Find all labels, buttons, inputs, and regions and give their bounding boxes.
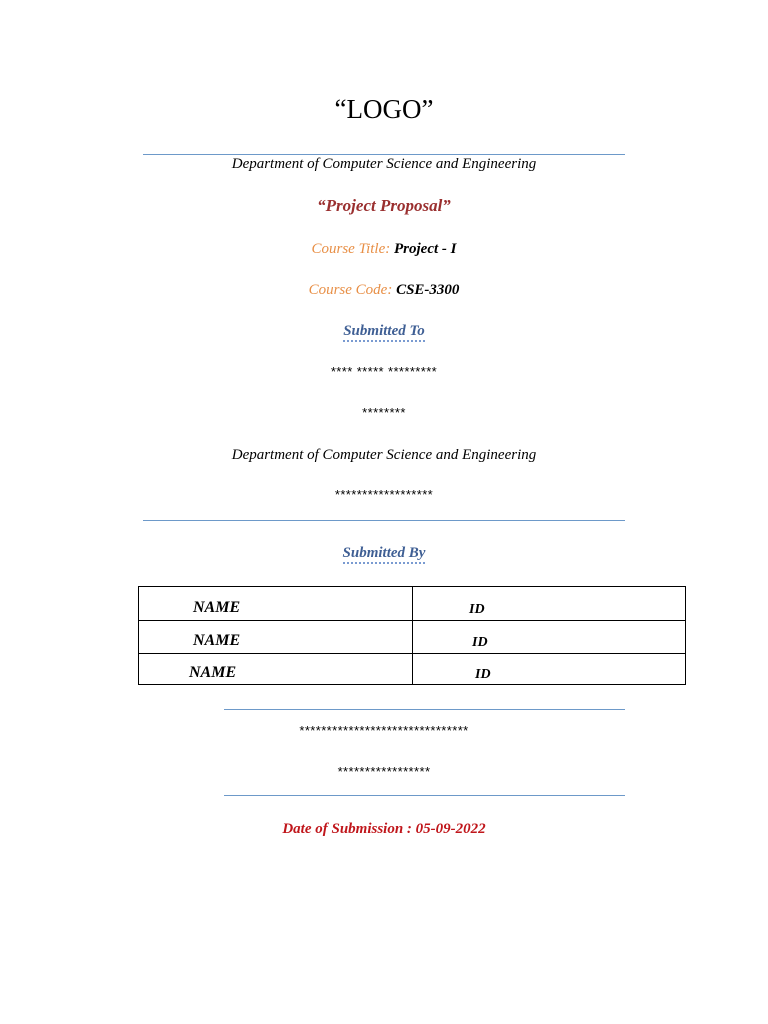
course-code-value: CSE-3300: [396, 282, 460, 298]
members-table: [138, 586, 686, 685]
table-row: [139, 587, 685, 621]
submitted-to-heading: [0, 322, 768, 340]
member-id: ID: [475, 667, 491, 682]
submission-date: Date of Submission : 05-09-2022: [282, 821, 486, 837]
divider-rule: [224, 709, 625, 710]
course-title-line: [0, 240, 768, 258]
table-row: [139, 653, 685, 686]
submitted-by-label: Submitted By: [343, 545, 426, 564]
member-id: ID: [469, 602, 485, 617]
document-title: “Project Proposal”: [317, 196, 451, 215]
member-id: ID: [472, 635, 488, 650]
submitted-by-heading: [0, 544, 768, 562]
member-name: NAME: [193, 599, 241, 616]
course-title-label: Course Title:: [311, 241, 391, 257]
course-title-value: Project - I: [394, 241, 457, 257]
supervisor-name: **** ***** *********: [330, 364, 438, 379]
divider-rule: [224, 795, 625, 796]
submitted-to-label: Submitted To: [343, 323, 425, 342]
member-name: NAME: [193, 632, 241, 649]
supervisor-designation: ********: [362, 405, 406, 420]
divider-rule: [143, 520, 625, 521]
logo-placeholder: “LOGO”: [334, 94, 434, 124]
footer-line-1: *******************************: [299, 723, 469, 738]
member-name: NAME: [189, 664, 237, 681]
supervisor-institution: ******************: [334, 487, 434, 502]
footer-line-2: *****************: [337, 764, 431, 779]
table-row: [139, 620, 685, 654]
course-code-label: Course Code:: [308, 282, 393, 298]
department-name: Department of Computer Science and Engineering: [231, 156, 537, 172]
supervisor-department: Department of Computer Science and Engineering: [231, 447, 537, 463]
course-code-line: [0, 281, 768, 299]
